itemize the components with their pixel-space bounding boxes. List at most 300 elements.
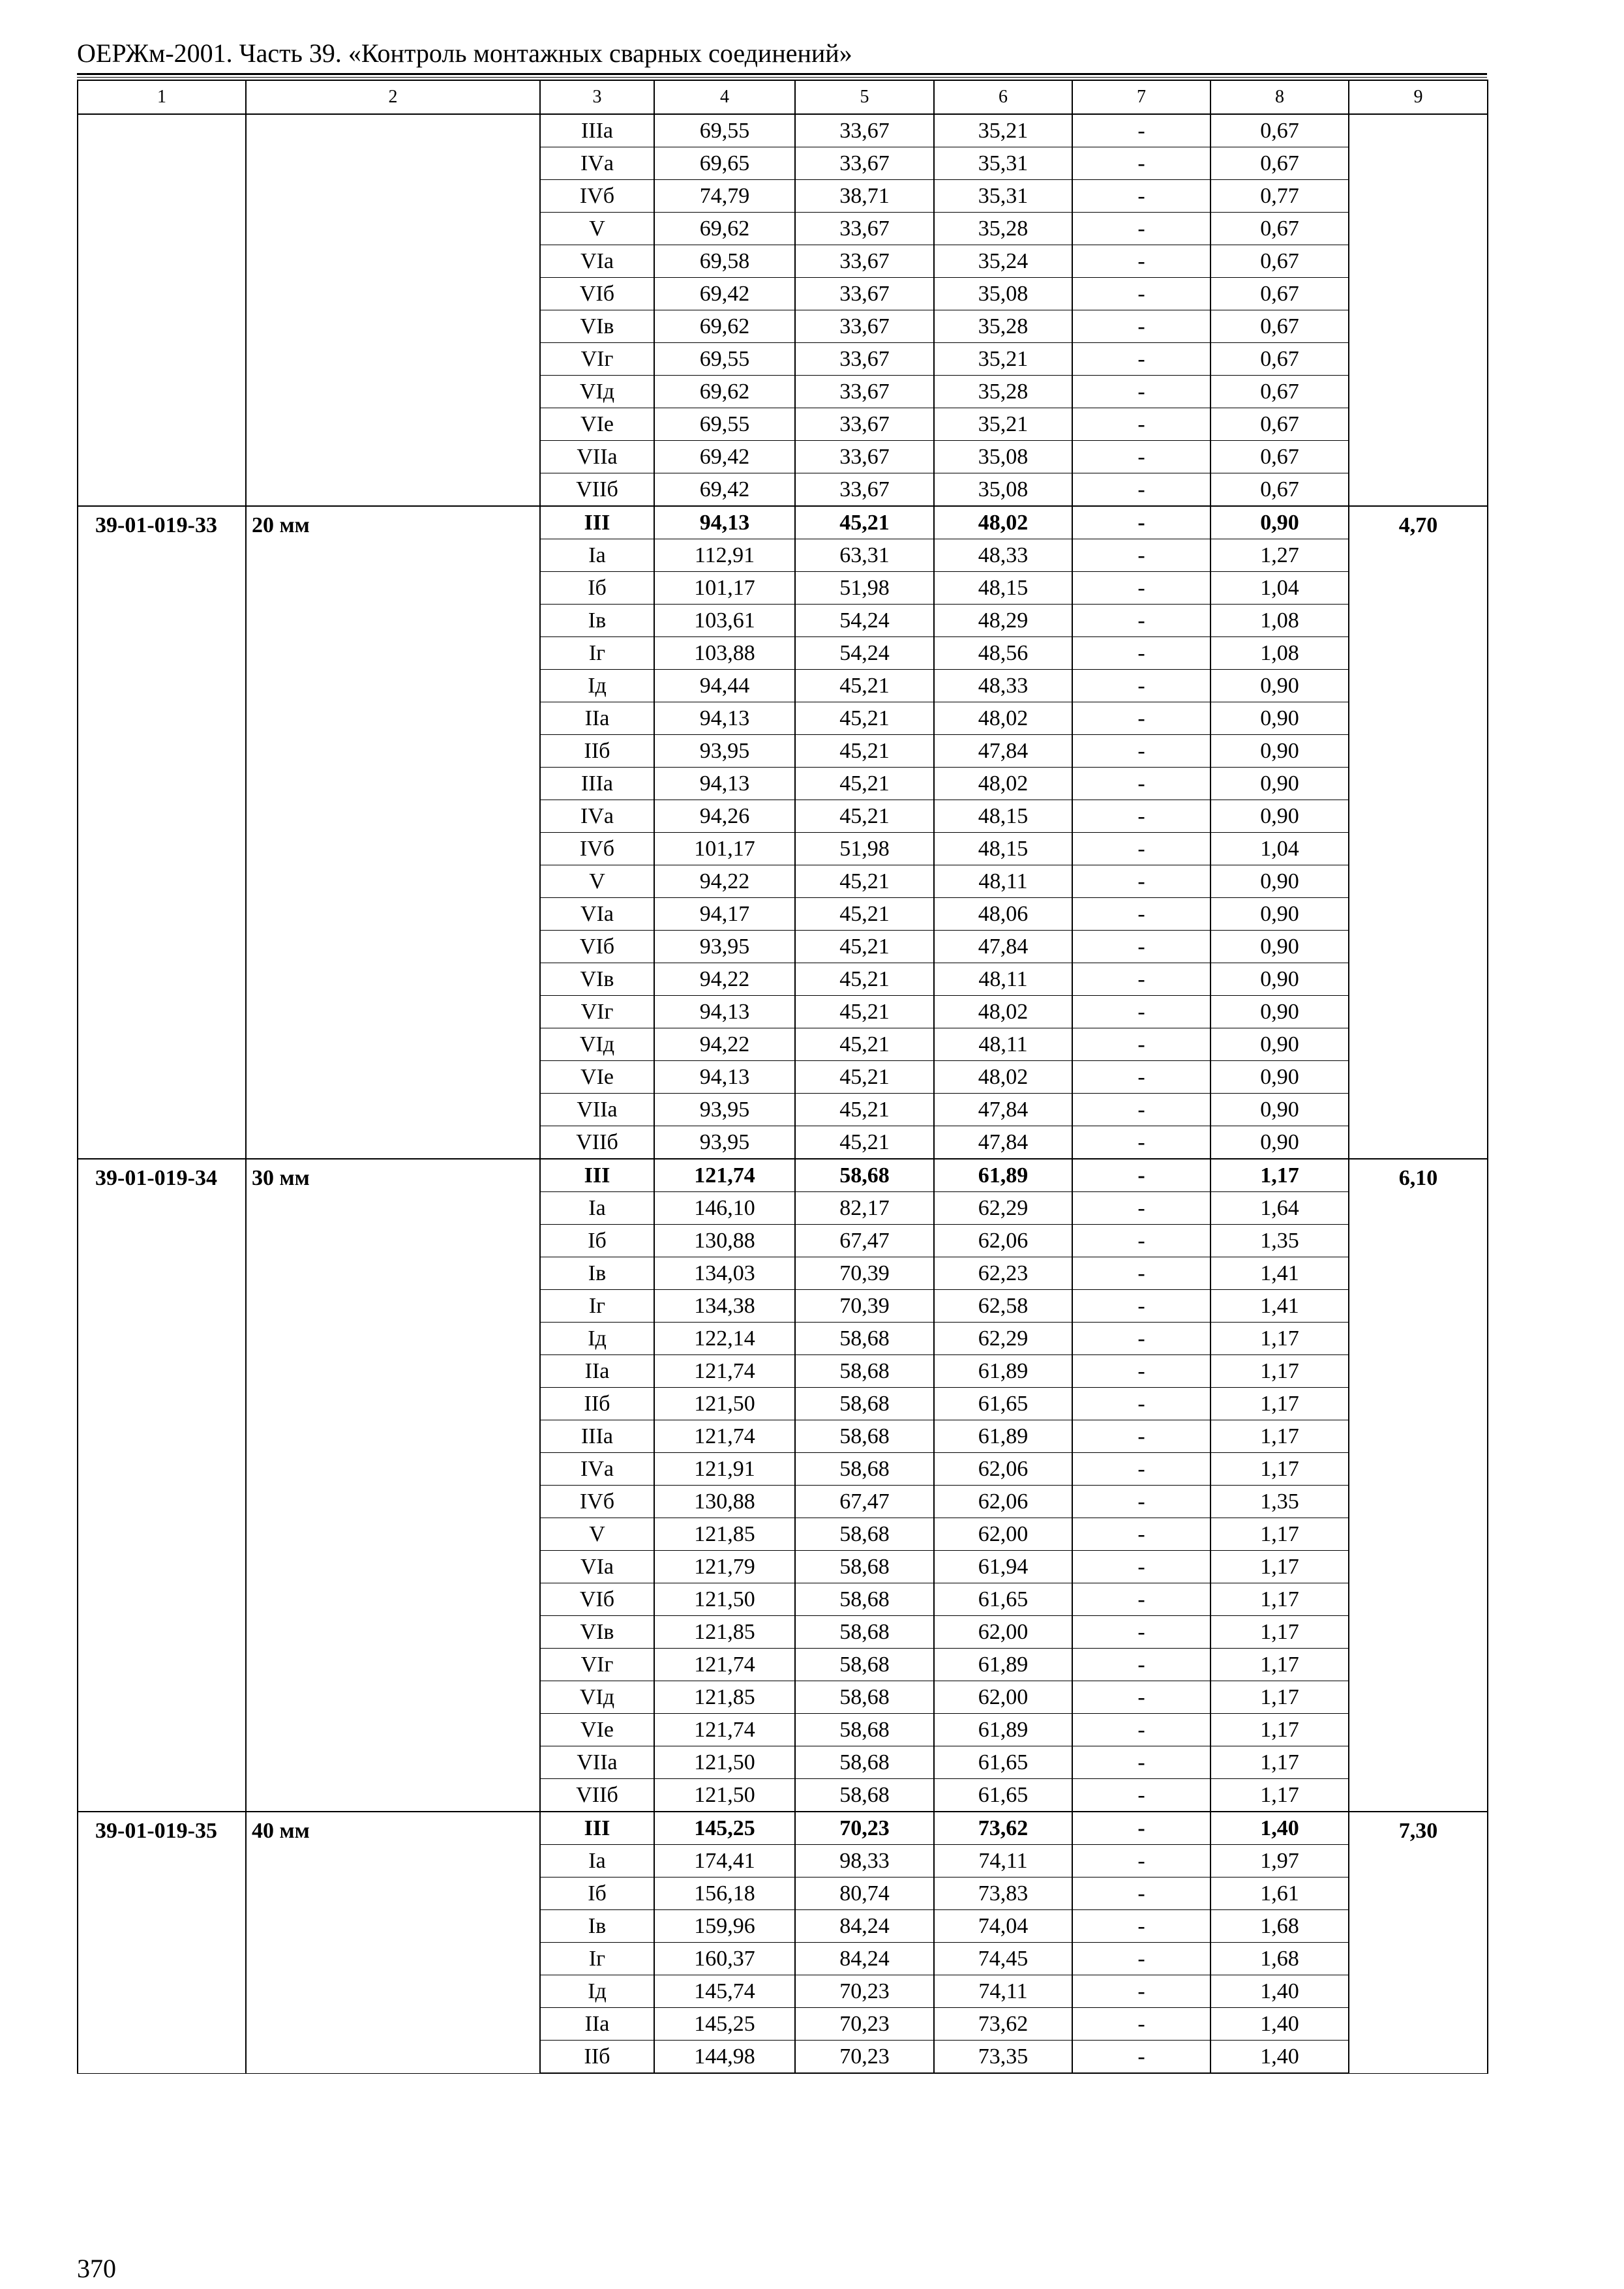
- cell-c5: 45,21: [795, 931, 934, 963]
- cell-c7: -: [1072, 1225, 1210, 1257]
- cell-c4: 101,17: [654, 572, 795, 605]
- cell-c5: 84,24: [795, 1910, 934, 1943]
- cell-c8: 0,67: [1210, 408, 1349, 441]
- total-cell: 4,70: [1349, 506, 1488, 1159]
- cell-c4: 69,58: [654, 245, 795, 278]
- cell-n: VIб: [540, 1583, 654, 1616]
- cell-n: Iв: [540, 1910, 654, 1943]
- cell-c5: 54,24: [795, 605, 934, 637]
- cell-n: IIб: [540, 735, 654, 768]
- cell-c6: 73,62: [934, 2008, 1072, 2041]
- cell-n: IVб: [540, 1486, 654, 1518]
- cell-c7: -: [1072, 572, 1210, 605]
- cell-c4: 121,79: [654, 1551, 795, 1583]
- cell-c7: -: [1072, 1943, 1210, 1975]
- column-header: 5: [795, 80, 934, 114]
- cell-c4: 134,38: [654, 1290, 795, 1323]
- cell-c5: 38,71: [795, 180, 934, 213]
- cell-n: IIIа: [540, 768, 654, 800]
- cell-c7: -: [1072, 1878, 1210, 1910]
- cell-c7: -: [1072, 865, 1210, 898]
- cell-c6: 48,33: [934, 670, 1072, 702]
- cell-c4: 130,88: [654, 1486, 795, 1518]
- column-header: 7: [1072, 80, 1210, 114]
- rate-code-cell: [78, 114, 246, 506]
- cell-c6: 62,29: [934, 1323, 1072, 1355]
- table-row: [78, 506, 1488, 539]
- cell-c8: 1,17: [1210, 1746, 1349, 1779]
- cell-n: IVа: [540, 147, 654, 180]
- cell-c5: 33,67: [795, 213, 934, 245]
- cell-c5: 58,68: [795, 1779, 934, 1812]
- cell-c4: 74,79: [654, 180, 795, 213]
- cell-c6: 61,65: [934, 1746, 1072, 1779]
- cell-c7: -: [1072, 1126, 1210, 1159]
- cell-c5: 33,67: [795, 278, 934, 310]
- cell-c5: 82,17: [795, 1192, 934, 1225]
- cell-c8: 1,35: [1210, 1225, 1349, 1257]
- cell-c4: 69,55: [654, 114, 795, 147]
- cell-c8: 1,17: [1210, 1551, 1349, 1583]
- cell-c4: 94,13: [654, 702, 795, 735]
- cell-c6: 62,00: [934, 1616, 1072, 1649]
- cell-c4: 93,95: [654, 931, 795, 963]
- cell-n: VIIб: [540, 1126, 654, 1159]
- cell-c7: -: [1072, 147, 1210, 180]
- cell-c4: 130,88: [654, 1225, 795, 1257]
- cell-n: IVб: [540, 833, 654, 865]
- cell-c5: 33,67: [795, 408, 934, 441]
- cell-c4: 103,88: [654, 637, 795, 670]
- cell-c8: 0,67: [1210, 376, 1349, 408]
- cell-c5: 58,68: [795, 1551, 934, 1583]
- cell-n: IIб: [540, 1388, 654, 1420]
- table-row: [78, 1159, 1488, 1192]
- cell-c4: 93,95: [654, 1094, 795, 1126]
- cell-c6: 35,28: [934, 213, 1072, 245]
- cell-n: Iа: [540, 1845, 654, 1878]
- cell-n: VIв: [540, 310, 654, 343]
- cell-c5: 63,31: [795, 539, 934, 572]
- cell-c5: 45,21: [795, 996, 934, 1028]
- cell-c4: 94,26: [654, 800, 795, 833]
- cell-c8: 1,08: [1210, 605, 1349, 637]
- cell-c8: 1,68: [1210, 1910, 1349, 1943]
- cell-c5: 45,21: [795, 1094, 934, 1126]
- cell-n: IIа: [540, 2008, 654, 2041]
- cell-c5: 67,47: [795, 1486, 934, 1518]
- cell-c6: 48,11: [934, 1028, 1072, 1061]
- cell-c7: -: [1072, 1355, 1210, 1388]
- table-row: [78, 114, 1488, 147]
- rate-code-cell: 39-01-019-33: [78, 506, 246, 1159]
- header-rule-thin: [77, 77, 1487, 78]
- cell-c5: 33,67: [795, 473, 934, 507]
- cell-c7: -: [1072, 343, 1210, 376]
- cell-n: VIд: [540, 1681, 654, 1714]
- cell-n: Iб: [540, 1878, 654, 1910]
- cell-c7: -: [1072, 539, 1210, 572]
- cell-n: VIб: [540, 278, 654, 310]
- cell-c8: 1,17: [1210, 1649, 1349, 1681]
- cell-c7: -: [1072, 637, 1210, 670]
- column-header: 9: [1349, 80, 1488, 114]
- cell-c7: -: [1072, 114, 1210, 147]
- cell-c4: 69,62: [654, 213, 795, 245]
- cell-c6: 73,35: [934, 2041, 1072, 2074]
- cell-n: VIг: [540, 343, 654, 376]
- cell-n: Iв: [540, 1257, 654, 1290]
- cell-c7: -: [1072, 2008, 1210, 2041]
- cell-c7: -: [1072, 1420, 1210, 1453]
- cell-n: Iд: [540, 1323, 654, 1355]
- cell-c4: 144,98: [654, 2041, 795, 2074]
- cell-c6: 48,02: [934, 1061, 1072, 1094]
- cell-n: VIд: [540, 376, 654, 408]
- cell-n: VIIа: [540, 1094, 654, 1126]
- cell-c6: 48,15: [934, 800, 1072, 833]
- rate-code-cell: 39-01-019-34: [78, 1159, 246, 1812]
- cell-c5: 45,21: [795, 768, 934, 800]
- cell-c4: 93,95: [654, 735, 795, 768]
- cell-c6: 61,65: [934, 1388, 1072, 1420]
- cell-c7: -: [1072, 408, 1210, 441]
- cell-c7: -: [1072, 996, 1210, 1028]
- cell-c7: -: [1072, 1583, 1210, 1616]
- cell-c7: -: [1072, 1486, 1210, 1518]
- cell-c5: 45,21: [795, 1028, 934, 1061]
- cell-c5: 80,74: [795, 1878, 934, 1910]
- cell-c6: 48,06: [934, 898, 1072, 931]
- cell-c4: 146,10: [654, 1192, 795, 1225]
- cell-c5: 58,68: [795, 1518, 934, 1551]
- cell-n: III: [540, 1812, 654, 1845]
- cell-n: III: [540, 1159, 654, 1192]
- cell-c5: 45,21: [795, 1061, 934, 1094]
- cell-c7: -: [1072, 1388, 1210, 1420]
- cell-c8: 1,27: [1210, 539, 1349, 572]
- cell-c5: 70,39: [795, 1257, 934, 1290]
- cell-c6: 61,89: [934, 1420, 1072, 1453]
- cell-c4: 94,13: [654, 996, 795, 1028]
- rates-table: [77, 80, 1488, 2074]
- cell-n: VIв: [540, 963, 654, 996]
- cell-n: VIIб: [540, 1779, 654, 1812]
- page-header: ОЕРЖм-2001. Часть 39. «Контроль монтажных сварных соединений»: [77, 38, 852, 68]
- cell-c8: 0,90: [1210, 1061, 1349, 1094]
- cell-c8: 1,61: [1210, 1878, 1349, 1910]
- cell-c6: 48,15: [934, 572, 1072, 605]
- cell-c5: 58,68: [795, 1746, 934, 1779]
- cell-c5: 33,67: [795, 376, 934, 408]
- cell-c5: 58,68: [795, 1583, 934, 1616]
- cell-c5: 70,39: [795, 1290, 934, 1323]
- cell-c4: 94,13: [654, 768, 795, 800]
- cell-c6: 35,08: [934, 473, 1072, 507]
- cell-c8: 0,90: [1210, 996, 1349, 1028]
- cell-c4: 103,61: [654, 605, 795, 637]
- cell-c5: 58,68: [795, 1616, 934, 1649]
- cell-c8: 0,90: [1210, 1094, 1349, 1126]
- cell-n: V: [540, 213, 654, 245]
- cell-n: IIIа: [540, 114, 654, 147]
- cell-c7: -: [1072, 768, 1210, 800]
- cell-n: Iа: [540, 1192, 654, 1225]
- cell-c5: 67,47: [795, 1225, 934, 1257]
- cell-n: IVб: [540, 180, 654, 213]
- description-cell: 30 мм: [246, 1159, 540, 1812]
- cell-c7: -: [1072, 670, 1210, 702]
- cell-c4: 121,85: [654, 1616, 795, 1649]
- cell-c5: 58,68: [795, 1714, 934, 1746]
- cell-c4: 121,91: [654, 1453, 795, 1486]
- cell-c7: -: [1072, 376, 1210, 408]
- column-header: 1: [78, 80, 246, 114]
- cell-c6: 61,89: [934, 1355, 1072, 1388]
- cell-c6: 35,28: [934, 310, 1072, 343]
- cell-c7: -: [1072, 1159, 1210, 1192]
- cell-c6: 74,45: [934, 1943, 1072, 1975]
- cell-n: Iг: [540, 637, 654, 670]
- column-header: 8: [1210, 80, 1349, 114]
- cell-n: Iа: [540, 539, 654, 572]
- cell-c7: -: [1072, 245, 1210, 278]
- cell-c4: 145,25: [654, 2008, 795, 2041]
- cell-n: VIе: [540, 1714, 654, 1746]
- cell-c5: 33,67: [795, 310, 934, 343]
- cell-c4: 69,42: [654, 278, 795, 310]
- cell-c6: 35,21: [934, 343, 1072, 376]
- cell-c4: 159,96: [654, 1910, 795, 1943]
- cell-c4: 94,22: [654, 963, 795, 996]
- cell-c8: 1,04: [1210, 833, 1349, 865]
- column-header: 4: [654, 80, 795, 114]
- cell-c6: 61,94: [934, 1551, 1072, 1583]
- cell-c8: 1,40: [1210, 2041, 1349, 2074]
- cell-c6: 62,06: [934, 1453, 1072, 1486]
- cell-c4: 174,41: [654, 1845, 795, 1878]
- cell-c4: 121,74: [654, 1355, 795, 1388]
- cell-c7: -: [1072, 1975, 1210, 2008]
- cell-c8: 1,41: [1210, 1290, 1349, 1323]
- cell-c5: 84,24: [795, 1943, 934, 1975]
- cell-c8: 0,90: [1210, 1028, 1349, 1061]
- cell-n: Iб: [540, 1225, 654, 1257]
- cell-c6: 48,02: [934, 996, 1072, 1028]
- cell-c4: 93,95: [654, 1126, 795, 1159]
- cell-c4: 160,37: [654, 1943, 795, 1975]
- cell-c6: 47,84: [934, 735, 1072, 768]
- cell-c8: 1,17: [1210, 1518, 1349, 1551]
- cell-c4: 156,18: [654, 1878, 795, 1910]
- cell-n: VIIа: [540, 1746, 654, 1779]
- cell-c8: 0,67: [1210, 114, 1349, 147]
- cell-c4: 121,74: [654, 1420, 795, 1453]
- cell-c8: 0,67: [1210, 213, 1349, 245]
- cell-c6: 62,00: [934, 1681, 1072, 1714]
- cell-c6: 62,06: [934, 1486, 1072, 1518]
- cell-c8: 0,90: [1210, 931, 1349, 963]
- cell-c5: 70,23: [795, 2041, 934, 2074]
- cell-c4: 121,74: [654, 1714, 795, 1746]
- cell-c7: -: [1072, 735, 1210, 768]
- cell-n: VIа: [540, 898, 654, 931]
- cell-c6: 62,06: [934, 1225, 1072, 1257]
- cell-c6: 47,84: [934, 1126, 1072, 1159]
- cell-c5: 58,68: [795, 1355, 934, 1388]
- cell-c4: 94,22: [654, 865, 795, 898]
- rate-code-cell: 39-01-019-35: [78, 1812, 246, 2073]
- cell-c4: 101,17: [654, 833, 795, 865]
- cell-c8: 0,67: [1210, 343, 1349, 376]
- cell-c7: -: [1072, 1028, 1210, 1061]
- cell-c6: 74,04: [934, 1910, 1072, 1943]
- cell-c5: 58,68: [795, 1388, 934, 1420]
- cell-c5: 33,67: [795, 245, 934, 278]
- cell-c6: 35,28: [934, 376, 1072, 408]
- cell-c6: 35,24: [934, 245, 1072, 278]
- cell-c5: 45,21: [795, 670, 934, 702]
- cell-c4: 121,50: [654, 1746, 795, 1779]
- cell-c4: 121,50: [654, 1388, 795, 1420]
- cell-c7: -: [1072, 1714, 1210, 1746]
- cell-c4: 94,22: [654, 1028, 795, 1061]
- cell-c5: 51,98: [795, 572, 934, 605]
- cell-c5: 33,67: [795, 343, 934, 376]
- cell-c6: 35,08: [934, 278, 1072, 310]
- cell-c8: 0,90: [1210, 1126, 1349, 1159]
- cell-c6: 62,58: [934, 1290, 1072, 1323]
- cell-c5: 45,21: [795, 506, 934, 539]
- cell-c7: -: [1072, 1257, 1210, 1290]
- cell-c5: 70,23: [795, 1975, 934, 2008]
- cell-c7: -: [1072, 1649, 1210, 1681]
- cell-c6: 61,89: [934, 1159, 1072, 1192]
- cell-c4: 112,91: [654, 539, 795, 572]
- cell-c7: -: [1072, 1681, 1210, 1714]
- cell-c8: 0,77: [1210, 180, 1349, 213]
- cell-c7: -: [1072, 1812, 1210, 1845]
- cell-n: IVа: [540, 800, 654, 833]
- cell-c5: 33,67: [795, 147, 934, 180]
- cell-c8: 0,90: [1210, 702, 1349, 735]
- cell-c5: 98,33: [795, 1845, 934, 1878]
- cell-c7: -: [1072, 931, 1210, 963]
- cell-c8: 1,17: [1210, 1583, 1349, 1616]
- cell-n: VIб: [540, 931, 654, 963]
- total-cell: [1349, 114, 1488, 506]
- cell-c5: 45,21: [795, 1126, 934, 1159]
- cell-c5: 45,21: [795, 735, 934, 768]
- total-cell: 6,10: [1349, 1159, 1488, 1812]
- cell-c6: 48,33: [934, 539, 1072, 572]
- cell-c4: 69,55: [654, 343, 795, 376]
- cell-c8: 1,97: [1210, 1845, 1349, 1878]
- cell-c5: 45,21: [795, 898, 934, 931]
- cell-c8: 1,64: [1210, 1192, 1349, 1225]
- cell-c8: 0,90: [1210, 506, 1349, 539]
- description-cell: [246, 114, 540, 506]
- cell-c8: 0,67: [1210, 473, 1349, 507]
- cell-n: IIIа: [540, 1420, 654, 1453]
- cell-c7: -: [1072, 833, 1210, 865]
- column-header: 2: [246, 80, 540, 114]
- cell-n: VIа: [540, 245, 654, 278]
- cell-c8: 0,67: [1210, 441, 1349, 473]
- cell-c6: 73,62: [934, 1812, 1072, 1845]
- cell-c6: 62,23: [934, 1257, 1072, 1290]
- cell-c7: -: [1072, 180, 1210, 213]
- cell-c7: -: [1072, 1845, 1210, 1878]
- cell-c4: 69,62: [654, 310, 795, 343]
- header-rule: [77, 73, 1487, 75]
- cell-c7: -: [1072, 800, 1210, 833]
- cell-c7: -: [1072, 1323, 1210, 1355]
- cell-c8: 1,17: [1210, 1779, 1349, 1812]
- cell-c6: 62,00: [934, 1518, 1072, 1551]
- page-number: 370: [77, 2254, 116, 2283]
- cell-c7: -: [1072, 441, 1210, 473]
- cell-c7: -: [1072, 2041, 1210, 2074]
- cell-c6: 73,83: [934, 1878, 1072, 1910]
- cell-c6: 74,11: [934, 1845, 1072, 1878]
- cell-c8: 1,04: [1210, 572, 1349, 605]
- cell-c5: 58,68: [795, 1420, 934, 1453]
- cell-c8: 0,67: [1210, 245, 1349, 278]
- cell-c4: 121,85: [654, 1681, 795, 1714]
- cell-c8: 1,40: [1210, 2008, 1349, 2041]
- cell-c8: 0,90: [1210, 670, 1349, 702]
- cell-c5: 58,68: [795, 1649, 934, 1681]
- cell-c4: 145,74: [654, 1975, 795, 2008]
- table-row: [78, 1812, 1488, 1845]
- cell-c7: -: [1072, 1616, 1210, 1649]
- cell-c8: 1,17: [1210, 1681, 1349, 1714]
- description-cell: 40 мм: [246, 1812, 540, 2073]
- cell-c8: 0,67: [1210, 147, 1349, 180]
- cell-c8: 0,90: [1210, 735, 1349, 768]
- cell-c7: -: [1072, 1192, 1210, 1225]
- cell-c6: 61,65: [934, 1779, 1072, 1812]
- cell-c8: 0,67: [1210, 278, 1349, 310]
- cell-n: VIв: [540, 1616, 654, 1649]
- cell-c7: -: [1072, 1061, 1210, 1094]
- cell-c4: 94,13: [654, 1061, 795, 1094]
- cell-c5: 33,67: [795, 114, 934, 147]
- description-cell: 20 мм: [246, 506, 540, 1159]
- cell-n: VIIа: [540, 441, 654, 473]
- cell-c8: 1,35: [1210, 1486, 1349, 1518]
- cell-c6: 47,84: [934, 931, 1072, 963]
- cell-c5: 45,21: [795, 702, 934, 735]
- cell-n: VIа: [540, 1551, 654, 1583]
- cell-c8: 1,17: [1210, 1714, 1349, 1746]
- rates-table-body: [78, 80, 1488, 2073]
- cell-c4: 121,50: [654, 1779, 795, 1812]
- cell-c8: 1,40: [1210, 1812, 1349, 1845]
- cell-c4: 121,85: [654, 1518, 795, 1551]
- cell-n: V: [540, 865, 654, 898]
- cell-c7: -: [1072, 310, 1210, 343]
- cell-c4: 134,03: [654, 1257, 795, 1290]
- cell-c8: 0,90: [1210, 898, 1349, 931]
- cell-c6: 35,31: [934, 180, 1072, 213]
- cell-c7: -: [1072, 1290, 1210, 1323]
- cell-c8: 1,17: [1210, 1388, 1349, 1420]
- cell-c8: 1,17: [1210, 1159, 1349, 1192]
- cell-c6: 48,56: [934, 637, 1072, 670]
- column-header: 6: [934, 80, 1072, 114]
